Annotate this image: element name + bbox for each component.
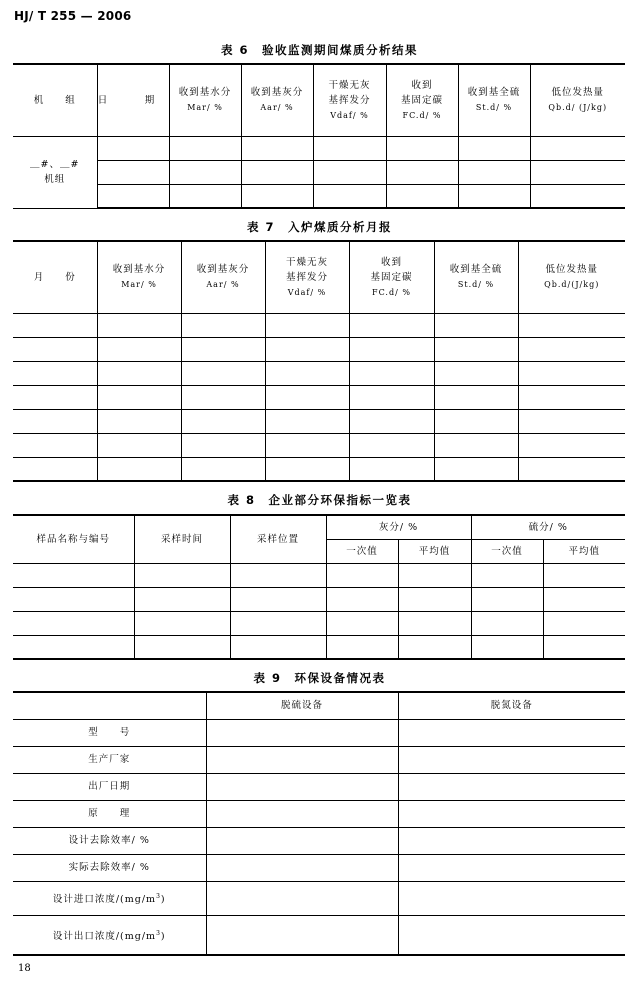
table-cell bbox=[97, 160, 169, 184]
table-cell bbox=[265, 385, 349, 409]
table-cell bbox=[518, 385, 625, 409]
table-cell bbox=[13, 433, 97, 457]
table-cell bbox=[471, 587, 543, 611]
table-cell bbox=[349, 337, 434, 361]
table8-sub-sulfur-once: 一次值 bbox=[471, 539, 543, 563]
table-cell bbox=[386, 184, 458, 208]
table-cell bbox=[313, 136, 386, 160]
table-cell bbox=[313, 184, 386, 208]
standard-header: HJ/ T 255 — 2006 bbox=[14, 9, 132, 23]
table-cell bbox=[434, 433, 518, 457]
table-cell bbox=[97, 457, 181, 481]
table-cell bbox=[434, 361, 518, 385]
table7-header-carbon: 收到 基固定碳 FC.d/ % bbox=[349, 241, 434, 313]
table-cell bbox=[97, 385, 181, 409]
table-cell bbox=[169, 184, 241, 208]
table-cell bbox=[518, 409, 625, 433]
table-cell bbox=[230, 635, 326, 659]
table-cell bbox=[434, 385, 518, 409]
table-cell bbox=[206, 719, 398, 746]
table-cell bbox=[97, 337, 181, 361]
table-cell bbox=[241, 184, 313, 208]
table9 bbox=[13, 691, 625, 956]
table8-header-ash: 灰分/ % bbox=[326, 515, 471, 539]
table-cell bbox=[181, 433, 265, 457]
table-cell bbox=[543, 563, 625, 587]
table-cell bbox=[206, 881, 398, 915]
table-cell bbox=[13, 611, 134, 635]
table-cell bbox=[13, 635, 134, 659]
table8 bbox=[13, 514, 625, 660]
table-cell bbox=[349, 361, 434, 385]
table-cell bbox=[530, 160, 625, 184]
table6-header-date: 日 期 bbox=[97, 64, 169, 136]
table9-row-actual-eff: 实际去除效率/ % bbox=[13, 854, 206, 881]
table-cell bbox=[134, 563, 230, 587]
table9-header-denitr: 脱氮设备 bbox=[398, 692, 625, 719]
table8-header-sample: 样品名称与编号 bbox=[13, 515, 134, 563]
table-cell bbox=[398, 563, 471, 587]
table6-header-heat: 低位发热量 Qb.d/ (J/kg) bbox=[530, 64, 625, 136]
table7 bbox=[13, 240, 625, 482]
table-cell bbox=[181, 337, 265, 361]
table9-header-blank bbox=[13, 692, 206, 719]
table6-header-volatile: 干燥无灰 基挥发分 Vdaf/ % bbox=[313, 64, 386, 136]
table7-header-heat: 低位发热量 Qb.d/(J/kg) bbox=[518, 241, 625, 313]
table-cell bbox=[13, 313, 97, 337]
table6-header-ash: 收到基灰分 Aar/ % bbox=[241, 64, 313, 136]
table-cell bbox=[206, 827, 398, 854]
table-cell bbox=[206, 915, 398, 955]
table7-header-volatile: 干燥无灰 基挥发分 Vdaf/ % bbox=[265, 241, 349, 313]
table-cell bbox=[265, 409, 349, 433]
table-cell bbox=[518, 457, 625, 481]
table-cell bbox=[230, 611, 326, 635]
table6 bbox=[13, 63, 625, 209]
table7-header-month: 月 份 bbox=[13, 241, 97, 313]
table6-header-moisture: 收到基水分 Mar/ % bbox=[169, 64, 241, 136]
table-cell bbox=[398, 587, 471, 611]
table-cell bbox=[398, 915, 625, 955]
table-cell bbox=[458, 136, 530, 160]
table-cell bbox=[398, 611, 471, 635]
table-cell bbox=[518, 433, 625, 457]
table-cell bbox=[543, 635, 625, 659]
table6-caption: 表 6 验收监测期间煤质分析结果 bbox=[220, 43, 418, 57]
table7-header-moisture: 收到基水分 Mar/ % bbox=[97, 241, 181, 313]
table-cell bbox=[181, 385, 265, 409]
table9-header-desulf: 脱硫设备 bbox=[206, 692, 398, 719]
table-cell bbox=[241, 160, 313, 184]
table9-row-maker: 生产厂家 bbox=[13, 746, 206, 773]
table-cell bbox=[181, 313, 265, 337]
table8-header-sulfur: 硫分/ % bbox=[471, 515, 625, 539]
table-cell bbox=[134, 587, 230, 611]
table-cell bbox=[398, 854, 625, 881]
table-cell bbox=[206, 854, 398, 881]
table8-header-location: 采样位置 bbox=[230, 515, 326, 563]
table-cell bbox=[181, 361, 265, 385]
table-cell bbox=[530, 136, 625, 160]
table-cell bbox=[265, 361, 349, 385]
table-cell bbox=[206, 773, 398, 800]
table-cell bbox=[97, 433, 181, 457]
table-cell bbox=[13, 563, 134, 587]
table-cell bbox=[398, 719, 625, 746]
table-cell bbox=[349, 313, 434, 337]
table-cell bbox=[181, 409, 265, 433]
table-cell bbox=[97, 136, 169, 160]
table-cell bbox=[169, 136, 241, 160]
table-cell bbox=[326, 563, 398, 587]
table-cell bbox=[458, 184, 530, 208]
table9-row-inlet: 设计进口浓度$/(mg/m^3)$ bbox=[13, 881, 206, 915]
table-cell bbox=[97, 184, 169, 208]
table6-header-carbon: 收到 基固定碳 FC.d/ % bbox=[386, 64, 458, 136]
table-cell bbox=[349, 385, 434, 409]
table-cell bbox=[326, 635, 398, 659]
table-cell bbox=[471, 635, 543, 659]
table-cell bbox=[386, 160, 458, 184]
table9-row-date: 出厂日期 bbox=[13, 773, 206, 800]
table9-row-principle: 原 理 bbox=[13, 800, 206, 827]
table-cell bbox=[386, 136, 458, 160]
table-cell bbox=[134, 635, 230, 659]
table9-caption: 表 9 环保设备情况表 bbox=[253, 671, 386, 685]
table9-row-outlet: 设计出口浓度$/(mg/m^3)$ bbox=[13, 915, 206, 955]
table-cell bbox=[530, 184, 625, 208]
table-cell bbox=[13, 385, 97, 409]
table-cell bbox=[518, 361, 625, 385]
table-cell bbox=[434, 337, 518, 361]
table-cell bbox=[265, 457, 349, 481]
table-cell bbox=[518, 313, 625, 337]
table9-row-model: 型 号 bbox=[13, 719, 206, 746]
table-cell bbox=[265, 313, 349, 337]
table-cell bbox=[13, 587, 134, 611]
table-cell bbox=[206, 746, 398, 773]
table-cell bbox=[230, 587, 326, 611]
table-cell bbox=[398, 800, 625, 827]
table-cell bbox=[13, 457, 97, 481]
table-cell bbox=[518, 337, 625, 361]
table-cell bbox=[313, 160, 386, 184]
table-cell bbox=[349, 457, 434, 481]
table-cell bbox=[349, 409, 434, 433]
table-cell bbox=[434, 409, 518, 433]
table9-row-design-eff: 设计去除效率/ % bbox=[13, 827, 206, 854]
table7-header-sulfur: 收到基全硫 St.d/ % bbox=[434, 241, 518, 313]
table8-sub-ash-once: 一次值 bbox=[326, 539, 398, 563]
table-cell bbox=[398, 881, 625, 915]
table-cell bbox=[97, 409, 181, 433]
table-cell bbox=[326, 587, 398, 611]
table-cell bbox=[97, 361, 181, 385]
table-cell bbox=[543, 587, 625, 611]
table-cell bbox=[398, 827, 625, 854]
table8-sub-ash-avg: 平均值 bbox=[398, 539, 471, 563]
table-cell bbox=[471, 563, 543, 587]
table-cell bbox=[458, 160, 530, 184]
table-cell bbox=[326, 611, 398, 635]
table-cell bbox=[13, 361, 97, 385]
table-cell bbox=[398, 746, 625, 773]
table8-caption: 表 8 企业部分环保指标一览表 bbox=[227, 493, 412, 507]
table8-sub-sulfur-avg: 平均值 bbox=[543, 539, 625, 563]
table7-header-ash: 收到基灰分 Aar/ % bbox=[181, 241, 265, 313]
table6-header-sulfur: 收到基全硫 St.d/ % bbox=[458, 64, 530, 136]
table-cell bbox=[434, 457, 518, 481]
table-cell bbox=[241, 136, 313, 160]
table6-unit-label: ＿#、＿# 机组 bbox=[13, 136, 97, 208]
table-cell bbox=[398, 635, 471, 659]
table-cell bbox=[13, 409, 97, 433]
table-cell bbox=[265, 433, 349, 457]
table-cell bbox=[97, 313, 181, 337]
table-cell bbox=[134, 611, 230, 635]
table-cell bbox=[471, 611, 543, 635]
table-cell bbox=[543, 611, 625, 635]
table-cell bbox=[349, 433, 434, 457]
table-cell bbox=[265, 337, 349, 361]
table-cell bbox=[230, 563, 326, 587]
table-cell bbox=[398, 773, 625, 800]
table-cell bbox=[13, 337, 97, 361]
table-cell bbox=[206, 800, 398, 827]
table7-caption: 表 7 入炉煤质分析月报 bbox=[246, 220, 392, 234]
table8-header-time: 采样时间 bbox=[134, 515, 230, 563]
table-cell bbox=[434, 313, 518, 337]
table-cell bbox=[181, 457, 265, 481]
table-cell bbox=[169, 160, 241, 184]
page-number: 18 bbox=[18, 963, 31, 974]
table6-header-unit: 机 组 bbox=[13, 64, 97, 136]
